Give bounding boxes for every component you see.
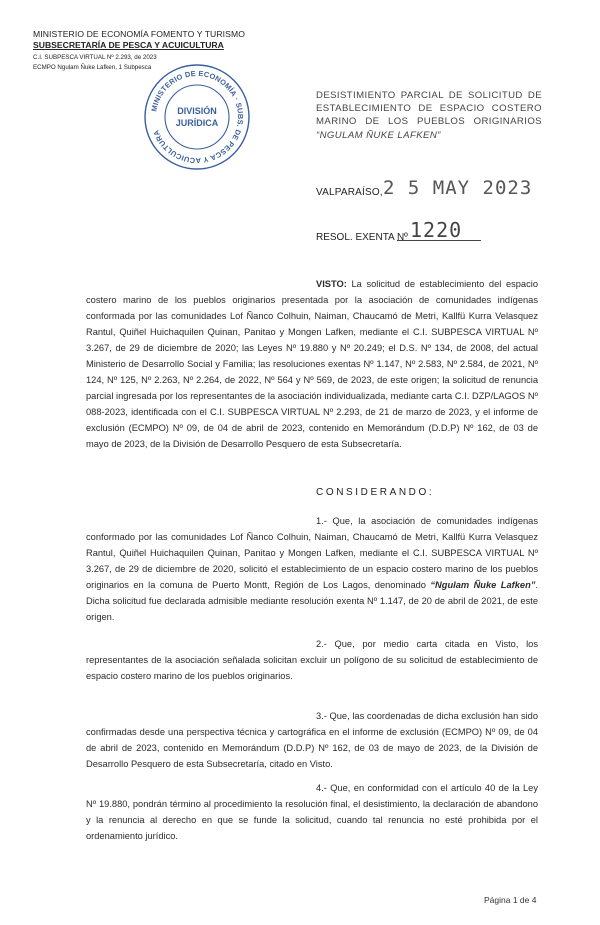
date-stamp: 2 5 MAY 2023 [383,177,533,199]
item-1-emphasis: “Ngulam Ñuke Lafken” [430,580,536,590]
ministry-name: MINISTERIO DE ECONOMÍA FOMENTO Y TURISMO [33,29,246,39]
considerando-heading: CONSIDERANDO: [316,487,435,498]
resolution-label: RESOL. EXENTA Nº [316,232,408,243]
reference-line-1: C.I. SUBPESCA VIRTUAL Nº 2.293, de 2023 [33,54,157,61]
item-2-text: 2.- Que, por medio carta citada en Visto, los representantes de la asociación señalada solicitan excluir un polígono de su solicitud de establecimiento de espacio costero marino de los pueblos originarios. [86,639,538,681]
stamp-center-line-1: DIVISIÓN [177,106,217,116]
considerando-item-4 [86,780,538,844]
item-1-text-a: 1.- Que, la asociación de comunidades indígenas conformado por las comunidades Lof Ñanco Colhuin, Naiman, Chaucamó de Metri, Kallfü Kurra Velasquez Rantul, Quiñel Huichaquilen Quinan, Panitao y Mongen Lafken, mediante el C.I. SUBPESCA VIRTUAL Nº 3.267, de 29 de diciembre de 2020, solicitó el establecimiento de un espacio costero marino de los pueblos originarios en la comuna de Puerto Montt, Región de Los Lagos, denominado [86,516,538,590]
item-3-text: 3.- Que, las coordenadas de dicha exclusión han sido confirmadas desde una perspectiva técnica y cartográfica en el informe de exclusión (ECMPO) Nº 09, de 04 de abril de 2023, contenido en Memorándum (D.D.P) Nº 162, de 03 de mayo de 2023, de la División de Desarrollo Pesquero de esta Subsecretaría, citado en Visto. [86,711,538,769]
title-line-3: MARINO DE LOS PUEBLOS ORIGINARIOS [316,116,542,128]
visto-text: La solicitud de establecimiento del espacio costero marino de los pueblos originarios presentada por la asociación de comunidades indígenas conformada por las comunidades Lof Ñanco Colhuin, Naiman, Chaucamó de Metri, Kallfü Kurra Velasquez Rantul, Quiñel Huichaquilen Quinan, Panitao y Mongen Lafken, mediante el C.I. SUBPESCA VIRTUAL Nº 3.267, de 29 de diciembre de 2020; las Leyes Nº 19.880 y Nº 20.249; el D.S. Nº 134, de 2008, del actual Ministerio de Desarrollo Social y Familia; las resoluciones exentas Nº 1.147, Nº 2.583, Nº 2.584, de 2021, Nº 124, Nº 125, Nº 2.263, Nº 2.264, de 2022, Nº 564 y Nº 569, de 2023, de este origen; la solicitud de renuncia parcial ingresada por los representantes de la asociación individualizada, mediante carta C.I. DZP/LAGOS Nº 088-2023, identificada con el C.I. SUBPESCA VIRTUAL Nº 2.293, de 21 de marzo de 2023, y el informe de exclusión (ECMPO) Nº 09, de 04 de abril de 2023, contenido en Memorándum (D.D.P) Nº 162, de 03 de mayo de 2023, de la División de Desarrollo Pesquero de esta Subsecretaría. [86,279,538,449]
title-line-2: ESTABLECIMIENTO DE ESPACIO COSTERO [316,103,542,115]
resolution-number: 1220 [410,218,463,242]
considerando-item-2 [86,636,538,684]
svg-text:MINISTERIO DE ECONOMÍA · SUBS. [149,69,245,165]
stamp-ring-text: MINISTERIO DE ECONOMÍA · SUBS. DE PESCA Y ACUICULTURA [149,68,246,166]
considerando-item-3 [86,708,538,772]
title-line-1: DESISTIMIENTO PARCIAL DE SOLICITUD DE [316,90,542,101]
reference-line-2: ECMPO Ngulam Ñuke Lafken, 1 Subpesca [33,64,152,71]
place-label: VALPARAÍSO, [316,187,383,198]
visto-label: VISTO: [316,279,347,289]
item-1-text-b: . Dicha solicitud fue declarada admisible mediante resolución exenta Nº 1.147, de 20 de abril de 2021, de este origen. [86,580,538,622]
item-4-text: 4.- Que, en conformidad con el artículo 40 de la Ley Nº 19.880, pondrán término al procedimiento la resolución final, el desistimiento, la declaración de abandono y la renuncia al derecho en que se funde la solicitud, cuando tal renuncia no esté prohibida por el ordenamiento jurídico. [86,783,538,841]
division-juridica-stamp [142,62,252,172]
considerando-item-1 [86,513,538,625]
visto-paragraph [86,276,538,452]
page-number: Página 1 de 4 [484,895,537,905]
stamp-center-line-2: JURÍDICA [175,118,219,128]
document-title [316,89,542,142]
subsecretaria-name: SUBSECRETARÍA DE PESCA Y ACUICULTURA [33,40,224,50]
title-line-4: “NGULAM ÑUKE LAFKEN” [316,129,441,141]
